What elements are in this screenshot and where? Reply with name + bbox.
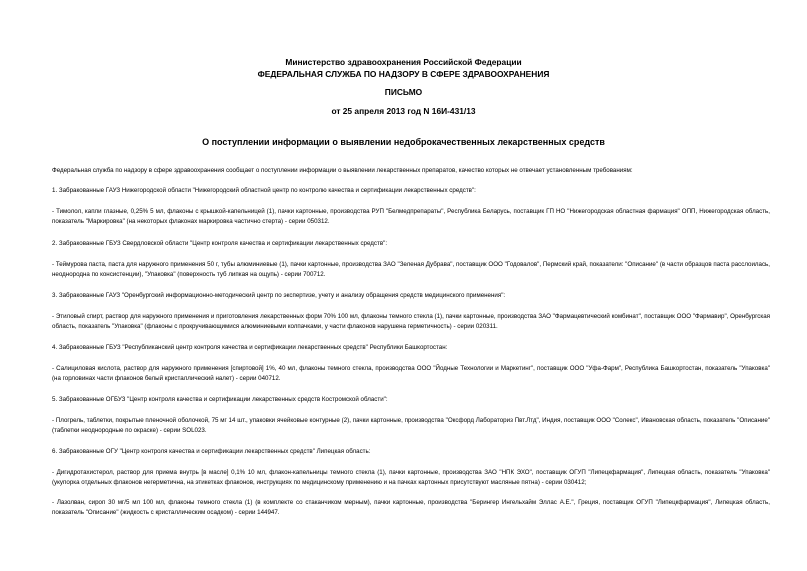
section-1-item-1: - Тимолол, капли глазные, 0,25% 5 мл, флаконы с крышкой-капельницей (1), пачки картонные, производства РУП "Белмедпрепараты", Республика Беларусь, поставщик ГП НО "Нижегородская областная фармация" ОПП, Нижегородская область, показатель "Маркировка" (на некоторых флаконах маркировка частично стерта) - серии 050312. <box>52 208 770 225</box>
section-4-item-1: - Салициловая кислота, раствор для наружного применения [спиртовой] 1%, 40 мл, флаконы темного стекла, производства ООО "Йодные Технологии и Маркетинг", поставщик ООО "Уфа-Фарм", Республика Башкортостан, показатель "Упаковка" (на горловинах части флаконов белый кристаллический налет) - серии 040712. <box>52 365 770 382</box>
intro-paragraph: Федеральная служба по надзору в сфере здравоохранения сообщает о поступлении информации о выявлении лекарственных препаратов, качество которых не отвечает установленным требованиям: <box>52 167 633 174</box>
section-1-heading: 1. Забракованные ГАУЗ Нижегородской области "Нижегородский областной центр по контролю качества и сертификации лекарственных средств": <box>52 187 476 194</box>
section-6-item-1: - Дигидротахистерол, раствор для приема внутрь [в масле] 0,1% 10 мл, флакон-капельницы темного стекла (1), пачки картонные, производства ЗАО "НПК ЭХО", поставщик ОГУП "Липецкфармация", Липецкая область, показатель "Упаковка" (укупорка отдельных флаконов негерметична, на этикетках флаконов, инструкциях по медицинскому применению и на пачках картонных присутствуют масляные пятна) - серии 030412; <box>52 469 770 486</box>
service-name: ФЕДЕРАЛЬНАЯ СЛУЖБА ПО НАДЗОРУ В СФЕРЕ ЗДРАВООХРАНЕНИЯ <box>257 69 550 79</box>
section-6-heading: 6. Забракованные ОГУ "Центр контроля качества и сертификации лекарственных средств" Липецкая область: <box>52 448 371 455</box>
ministry-name: Министерство здравоохранения Российской Федерации <box>285 57 522 67</box>
letter-title: О поступлении информации о выявлении недоброкачественных лекарственных средств <box>202 137 605 147</box>
section-2-item-1: - Теймурова паста, паста для наружного применения 50 г, тубы алюминиевые (1), пачки картонные, производства ЗАО "Зеленая Дубрава", поставщик ООО "Годовалов", Пермский край, показатели: "Описание" (в части образцов паста расслоилась, неоднородна по консистенции), "Упаковка" (поверхность туб липкая на ощупь) - серии 700712. <box>52 261 770 278</box>
section-5-item-1: - Плогрель, таблетки, покрытые пленочной оболочкой, 75 мг 14 шт., упаковки ячейковые контурные (2), пачки картонные, производства "Оксфорд Лабораториз Пвт.Лтд", Индия, поставщик ООО "Солекс", Ивановская область, показатель "Описание" (таблетки неоднородные по окраске) - серии SOL023. <box>52 417 770 434</box>
section-4-heading: 4. Забракованные ГБУЗ "Республиканский центр контроля качества и сертификации лекарственных средств" Республики Башкортостан: <box>52 344 448 351</box>
section-2-heading: 2. Забракованные ГБУЗ Свердловской области "Центр контроля качества и сертификации лекарственных средств": <box>52 240 388 247</box>
section-6-item-2: - Лазолван, сироп 30 мг/5 мл 100 мл, флаконы темного стекла (1) (в комплекте со стаканчиком мерным), пачки картонные, производства "Берингер Ингельхайм Эллас А.Е.", Греция, поставщик ОГУП "Липецкфармация", Липецкая область, показатель "Описание" (жидкость с кристаллическим осадком) - серии 144947. <box>52 499 770 516</box>
document-date: от 25 апреля 2013 год N 16И-431/13 <box>331 106 476 116</box>
document-type: ПИСЬМО <box>384 87 423 97</box>
section-3-heading: 3. Забракованные ГАУЗ "Оренбургский информационно-методический центр по экспертизе, учету и анализу обращения средств медицинского применения": <box>52 292 506 299</box>
section-3-item-1: - Этиловый спирт, раствор для наружного применения и приготовления лекарственных форм 70% 100 мл, флаконы темного стекла (1), пачки картонные, производства ЗАО "Фармацевтический комбинат", поставщик ООО "Фармавир", Оренбургская область, показатель "Упаковка" (флаконы с прокручивающимися алюминиевыми колпачками, у части флаконов нарушена герметичность) - серии 020311. <box>52 313 770 330</box>
section-5-heading: 5. Забракованные ОГБУЗ "Центр контроля качества и сертификации лекарственных средств Костромской области": <box>52 396 388 403</box>
